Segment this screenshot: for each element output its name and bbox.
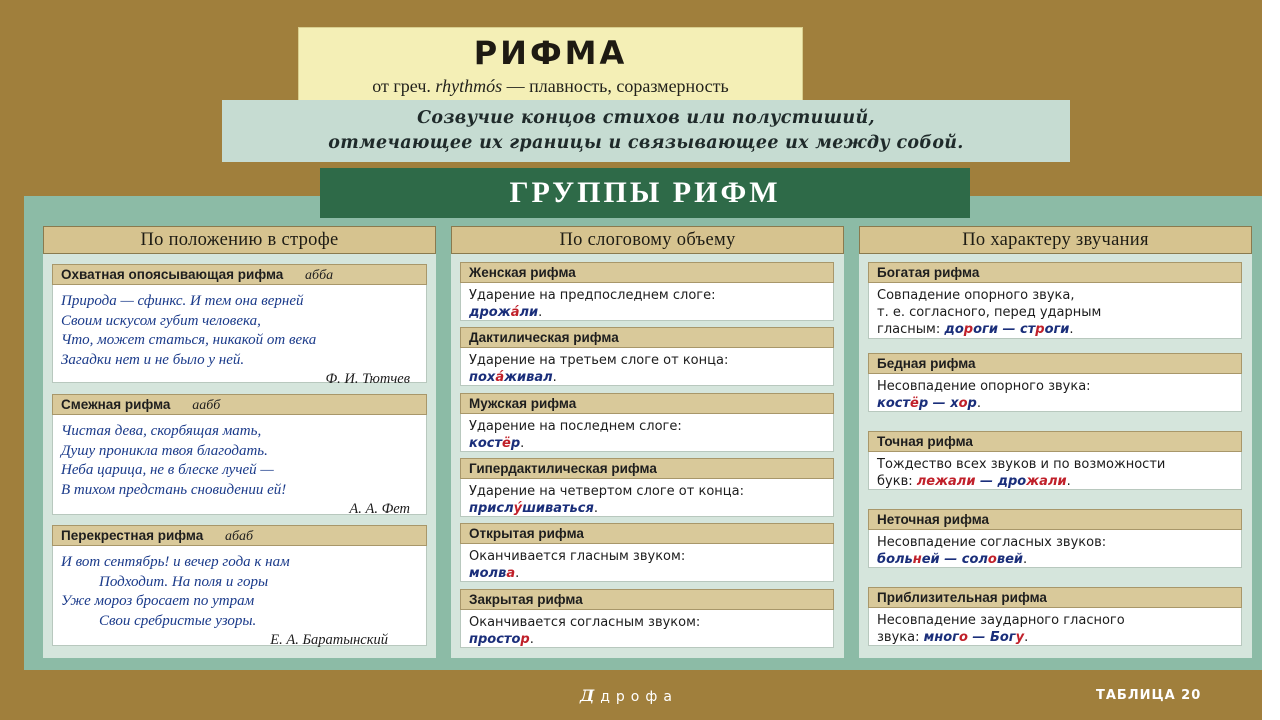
card-body	[52, 546, 427, 646]
example-end: .	[976, 396, 981, 411]
poem-line: Свои сребристые узоры.	[99, 612, 257, 629]
example-end: .	[593, 501, 598, 516]
example-part: пох	[469, 370, 496, 385]
rhyme-example	[877, 396, 981, 411]
definition-line: отмечающее их границы и связывающее их между собой.	[328, 133, 964, 153]
etymology	[299, 76, 802, 97]
example-line	[877, 551, 1233, 568]
example-line	[877, 321, 1233, 338]
column-position	[43, 226, 436, 658]
example-stress: а	[506, 566, 516, 581]
example-part: кост	[877, 396, 910, 411]
example-part: х	[950, 396, 959, 411]
poem-line: Что, может статься, никакой от века	[61, 332, 317, 348]
example-highlight: о	[958, 630, 968, 645]
publisher-logo	[580, 686, 678, 705]
rhyme-scheme: абаб	[224, 529, 254, 544]
column-header: По характеру звучания	[859, 226, 1252, 254]
rhyme-example	[469, 304, 825, 321]
example-highlight: р	[1035, 322, 1045, 337]
rhyme-example	[469, 435, 825, 452]
example-highlight: н	[912, 552, 922, 567]
rhyme-description: т. е. согласного, перед ударным	[877, 305, 1102, 320]
example-part: р	[918, 396, 929, 411]
poem-line: Своим искусом губит человека,	[61, 312, 261, 329]
example-part: оги	[1044, 322, 1070, 337]
syllable-card	[460, 523, 834, 582]
card-title: Мужская рифма	[460, 393, 834, 414]
definition-box	[222, 100, 1070, 162]
example-highlight: у	[1015, 630, 1025, 645]
example-part: шиваться	[522, 501, 594, 516]
etym-prefix: от греч.	[372, 76, 431, 96]
example-line	[877, 473, 1233, 490]
rhyme-description: букв:	[877, 474, 913, 489]
example-highlight: лежали	[916, 474, 976, 489]
rhyme-example	[877, 552, 1027, 567]
rhyme-description: звука:	[877, 630, 920, 645]
rhyme-description: Ударение на последнем слоге:	[469, 419, 682, 434]
title-box	[298, 27, 803, 109]
card-title: Дактилическая рифма	[460, 327, 834, 348]
page-title: РИФМА	[473, 34, 628, 72]
table-number: ТАБЛИЦА 20	[1096, 688, 1202, 703]
card-body	[52, 415, 427, 515]
card-body	[52, 285, 427, 387]
poem-line: Природа — сфинкс. И тем она верней	[61, 293, 304, 309]
card-title: Гипердактилическая рифма	[460, 458, 834, 479]
sound-card	[868, 431, 1242, 490]
card-title: Приблизительная рифма	[868, 587, 1242, 608]
card-title: Бедная рифма	[868, 353, 1242, 374]
rhyme-description: Несовпадение заударного гласного	[877, 613, 1125, 628]
example-part: сол	[961, 552, 988, 567]
rhyme-example	[469, 369, 825, 386]
rhyme-description: Тождество всех звуков и по возможности	[877, 457, 1166, 472]
example-part: кост	[469, 436, 502, 451]
card-title	[52, 394, 427, 415]
etym-word: rhythmós	[435, 76, 503, 96]
example-part: присл	[469, 501, 514, 516]
card-body	[460, 414, 834, 452]
example-end: .	[1066, 474, 1071, 489]
definition-line: Созвучие концов стихов или полустиший,	[417, 108, 875, 128]
card-title: Открытая рифма	[460, 523, 834, 544]
example-dash: —	[1002, 322, 1016, 337]
card-body	[460, 283, 834, 321]
example-stress: ё	[502, 436, 511, 451]
example-part: просто	[469, 632, 521, 647]
rhyme-scheme: абба	[305, 268, 334, 283]
example-stress: р	[520, 632, 530, 647]
card-body	[460, 479, 834, 517]
card-title: Неточная рифма	[868, 509, 1242, 530]
example-line	[877, 395, 1233, 412]
card-body	[868, 283, 1242, 339]
example-highlight: р	[963, 322, 974, 337]
poem-line: Душу проникла твоя благодать.	[61, 442, 268, 459]
example-part: р	[510, 436, 521, 451]
example-part: вей	[996, 552, 1023, 567]
card-body	[868, 608, 1242, 646]
example-end: .	[529, 632, 534, 647]
rhyme-example	[917, 474, 1071, 489]
example-line	[877, 629, 1233, 646]
example-highlight: о	[987, 552, 997, 567]
sound-card	[868, 509, 1242, 568]
example-part: дрож	[469, 305, 511, 320]
sound-card	[868, 587, 1242, 646]
example-part: до	[944, 322, 964, 337]
example-end: .	[1023, 552, 1028, 567]
example-stress: а́	[510, 305, 520, 320]
syllable-card	[460, 327, 834, 386]
example-stress: а́	[495, 370, 505, 385]
card-body	[460, 348, 834, 386]
card-enclosing-rhyme	[52, 264, 427, 387]
card-title	[52, 525, 427, 546]
card-body	[868, 374, 1242, 412]
rhyme-description: гласным:	[877, 322, 941, 337]
example-highlight: ё	[910, 396, 919, 411]
example-part: молв	[469, 566, 507, 581]
example-end: .	[520, 436, 525, 451]
rhyme-example	[944, 322, 1073, 337]
poem-line: Загадки нет и не было у ней.	[61, 351, 245, 368]
card-adjacent-rhyme	[52, 394, 427, 515]
example-end: .	[515, 566, 520, 581]
rhyme-name: Охватная опоясывающая рифма	[61, 267, 284, 282]
rhyme-example	[469, 500, 825, 517]
poem	[61, 550, 418, 631]
card-body	[868, 530, 1242, 568]
poem-line: Подходит. На поля и горы	[99, 573, 269, 590]
example-part: мног	[923, 630, 959, 645]
card-body	[460, 610, 834, 648]
rhyme-example	[469, 631, 825, 648]
example-end: .	[1024, 630, 1029, 645]
poem-line: И вот сентябрь! и вечер года к нам	[61, 554, 290, 570]
poem-author: Е. А. Баратынский	[270, 632, 388, 648]
example-end: .	[552, 370, 557, 385]
rhyme-example	[924, 630, 1029, 645]
card-title: Закрытая рифма	[460, 589, 834, 610]
rhyme-example	[469, 565, 825, 582]
rhyme-description: Ударение на третьем слоге от конца:	[469, 353, 729, 368]
logo-text: дрофа	[600, 689, 678, 705]
example-part: оги	[973, 322, 998, 337]
example-dash: —	[979, 474, 993, 489]
card-body	[868, 452, 1242, 490]
example-dash: —	[944, 552, 958, 567]
rhyme-name: Перекрестная рифма	[61, 528, 204, 543]
rhyme-description: Совпадение опорного звука,	[877, 288, 1075, 303]
etym-suffix: — плавность, соразмерность	[506, 76, 729, 96]
card-title: Женская рифма	[460, 262, 834, 283]
example-end: .	[538, 305, 543, 320]
example-highlight: о	[958, 396, 968, 411]
rhyme-description: Несовпадение согласных звуков:	[877, 535, 1107, 550]
example-highlight: жали	[1026, 474, 1067, 489]
rhyme-description: Несовпадение опорного звука:	[877, 379, 1091, 394]
syllable-card	[460, 262, 834, 321]
groups-banner: ГРУППЫ РИФМ	[320, 168, 970, 218]
rhyme-description: Оканчивается гласным звуком:	[469, 549, 686, 564]
poem-author: Ф. И. Тютчев	[325, 371, 410, 387]
rhyme-description: Ударение на предпоследнем слоге:	[469, 288, 716, 303]
example-dash: —	[972, 630, 986, 645]
poem-line: Уже мороз бросает по утрам	[61, 593, 255, 609]
rhyme-description: Оканчивается согласным звуком:	[469, 615, 701, 630]
card-title: Богатая рифма	[868, 262, 1242, 283]
card-title	[52, 264, 427, 285]
poem-line: Чистая дева, скорбящая мать,	[61, 423, 262, 439]
card-title: Точная рифма	[868, 431, 1242, 452]
sound-card	[868, 262, 1242, 339]
poem-line: Неба царица, не в блеске лучей —	[61, 462, 274, 478]
syllable-card	[460, 393, 834, 452]
example-end: .	[1069, 322, 1074, 337]
example-part: ли	[519, 305, 539, 320]
poem	[61, 419, 418, 500]
syllable-card	[460, 458, 834, 517]
example-part: ст	[1020, 322, 1036, 337]
example-part: ей	[921, 552, 940, 567]
rhyme-description: Ударение на четвертом слоге от конца:	[469, 484, 744, 499]
example-stress: у́	[513, 501, 523, 516]
example-part: живал	[504, 370, 553, 385]
syllable-card	[460, 589, 834, 648]
sound-card	[868, 353, 1242, 412]
rhyme-name: Смежная рифма	[61, 397, 171, 412]
column-header: По положению в строфе	[43, 226, 436, 254]
poem	[61, 289, 418, 370]
column-header: По слоговому объему	[451, 226, 844, 254]
logo-mark: Д	[580, 686, 595, 705]
example-part: боль	[877, 552, 913, 567]
poem-line: В тихом предстань сновидении ей!	[61, 481, 287, 498]
example-part: Бог	[989, 630, 1016, 645]
example-dash: —	[932, 396, 946, 411]
example-part: р	[967, 396, 977, 411]
poem-author: А. А. Фет	[349, 501, 410, 517]
example-part: дро	[997, 474, 1027, 489]
rhyme-scheme: аабб	[192, 398, 221, 413]
card-body	[460, 544, 834, 582]
card-cross-rhyme	[52, 525, 427, 646]
